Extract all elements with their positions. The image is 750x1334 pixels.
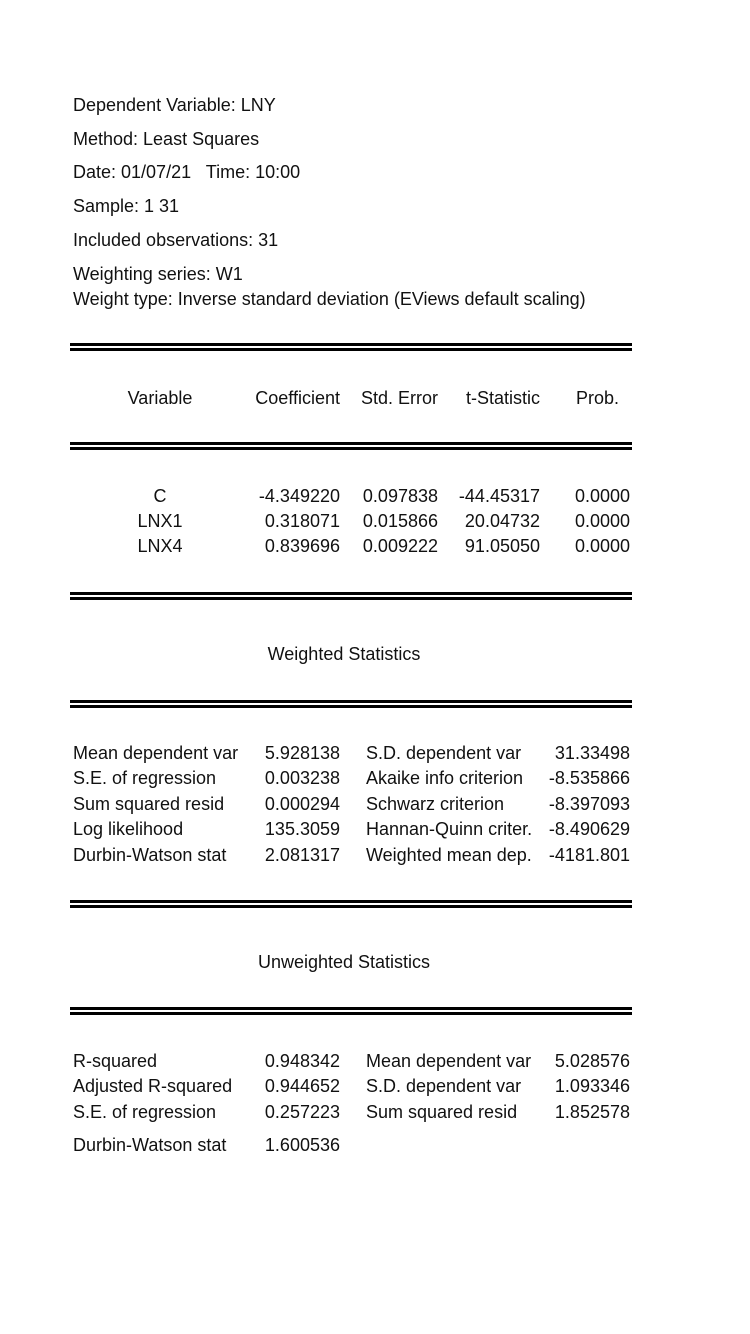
prob-value: 0.0000 — [574, 536, 630, 556]
stat-label: Durbin-Watson stat — [73, 845, 227, 865]
stat-label: S.E. of regression — [73, 1102, 217, 1122]
stat-label: Akaike info criterion — [366, 768, 524, 788]
double-rule — [70, 900, 632, 908]
stat-value: 5.928138 — [264, 743, 340, 763]
included-observations: Included observations: 31 — [73, 230, 279, 250]
stat-label: S.D. dependent var — [366, 1076, 522, 1096]
double-rule — [70, 343, 632, 351]
t-statistic-value: 20.04732 — [464, 511, 540, 531]
weighted-statistics-title: Weighted Statistics — [267, 644, 421, 664]
stat-value: 31.33498 — [554, 743, 630, 763]
std-error-value: 0.015866 — [362, 511, 438, 531]
stat-label: Durbin-Watson stat — [73, 1135, 227, 1155]
col-header-prob: Prob. — [575, 388, 619, 408]
variable-name: LNX1 — [137, 511, 183, 531]
stat-value: 0.948342 — [264, 1051, 340, 1071]
stat-value: 1.852578 — [554, 1102, 630, 1122]
stat-value: 0.944652 — [264, 1076, 340, 1096]
variable-name: C — [153, 486, 167, 506]
double-rule — [70, 700, 632, 708]
unweighted-statistics-title: Unweighted Statistics — [257, 952, 431, 972]
stat-label: Mean dependent var — [366, 1051, 532, 1071]
dependent-variable: Dependent Variable: LNY — [73, 95, 276, 115]
stat-value: -8.397093 — [548, 794, 630, 814]
stat-value: 2.081317 — [264, 845, 340, 865]
prob-value: 0.0000 — [574, 486, 630, 506]
stat-label: R-squared — [73, 1051, 158, 1071]
coefficient-value: 0.318071 — [264, 511, 340, 531]
col-header-t-statistic: t-Statistic — [465, 388, 540, 408]
stat-label: Sum squared resid — [366, 1102, 518, 1122]
col-header-std-error: Std. Error — [360, 388, 438, 408]
col-header-coefficient: Coefficient — [255, 388, 340, 408]
stat-label: Mean dependent var — [73, 743, 239, 763]
t-statistic-value: 91.05050 — [464, 536, 540, 556]
stat-value: 1.600536 — [264, 1135, 340, 1155]
stat-label: S.E. of regression — [73, 768, 217, 788]
stat-value: -4181.801 — [548, 845, 630, 865]
double-rule — [70, 1007, 632, 1015]
stat-label: Schwarz criterion — [366, 794, 505, 814]
stat-label: Log likelihood — [73, 819, 184, 839]
coefficient-value: 0.839696 — [264, 536, 340, 556]
stat-value: 1.093346 — [554, 1076, 630, 1096]
stat-value: -8.535866 — [548, 768, 630, 788]
variable-name: LNX4 — [137, 536, 183, 556]
stat-value: 0.000294 — [264, 794, 340, 814]
stat-value: 0.003238 — [264, 768, 340, 788]
stat-label: Sum squared resid — [73, 794, 225, 814]
method: Method: Least Squares — [73, 129, 260, 149]
prob-value: 0.0000 — [574, 511, 630, 531]
stat-label: Weighted mean dep. — [366, 845, 532, 865]
date-time: Date: 01/07/21 Time: 10:00 — [73, 162, 301, 182]
double-rule — [70, 442, 632, 450]
stat-label: Adjusted R-squared — [73, 1076, 233, 1096]
double-rule — [70, 592, 632, 600]
std-error-value: 0.097838 — [362, 486, 438, 506]
coefficient-value: -4.349220 — [258, 486, 340, 506]
stat-value: 135.3059 — [264, 819, 340, 839]
stat-label: Hannan-Quinn criter. — [366, 819, 533, 839]
stat-value: -8.490629 — [548, 819, 630, 839]
stat-label: S.D. dependent var — [366, 743, 522, 763]
col-header-variable: Variable — [127, 388, 193, 408]
std-error-value: 0.009222 — [362, 536, 438, 556]
stat-value: 0.257223 — [264, 1102, 340, 1122]
stat-value: 5.028576 — [554, 1051, 630, 1071]
weight-type: Weight type: Inverse standard deviation (EViews default scaling) — [73, 289, 586, 309]
weighting-series: Weighting series: W1 — [73, 264, 243, 284]
sample: Sample: 1 31 — [73, 196, 180, 216]
t-statistic-value: -44.45317 — [458, 486, 540, 506]
